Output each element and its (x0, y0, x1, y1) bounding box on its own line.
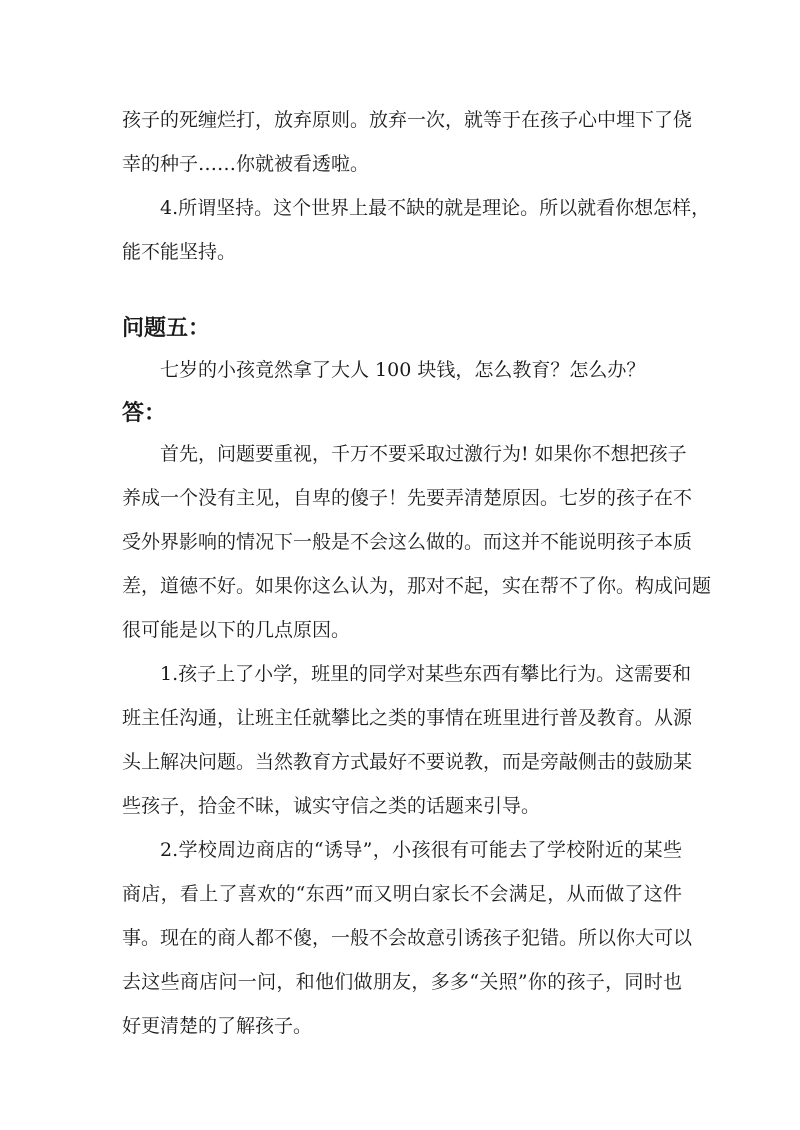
answer-line-5: 很可能是以下的几点原因。 (122, 619, 351, 641)
answer-line-1: 首先，问题要重视，千万不要采取过激行为! 如果你不想把孩子 (160, 443, 687, 465)
question-heading: 问题五： (122, 316, 211, 341)
point1-line-4: 些孩子，拾金不昧，诚实守信之类的话题来引导。 (122, 795, 541, 817)
point2-line-3: 事。现在的商人都不傻，一般不会故意引诱孩子犯错。所以你大可以 (122, 927, 693, 949)
point1-line-2: 班主任沟通，让班主任就攀比之类的事情在班里进行普及教育。从源 (122, 707, 693, 729)
point1-line-1: 1.孩子上了小学，班里的同学对某些东西有攀比行为。这需要和 (160, 663, 692, 685)
point2-line-2: 商店，看上了喜欢的“东西”而又明白家长不会满足，从而做了这件 (122, 883, 682, 905)
intro-line-1: 孩子的死缠烂打，放弃原则。放弃一次，就等于在孩子心中埋下了侥 (122, 109, 693, 131)
answer-line-4: 差，道德不好。如果你这么认为，那对不起，实在帮不了你。构成问题 (122, 575, 712, 597)
answer-line-2: 养成一个没有主见，自卑的傻子！先要弄清楚原因。七岁的孩子在不 (122, 487, 693, 509)
point4-line-2: 能不能坚持。 (122, 241, 237, 263)
point2-line-5: 好更清楚的了解孩子。 (122, 1015, 313, 1037)
point4-line-1: 4.所谓坚持。这个世界上最不缺的就是理论。所以就看你想怎样， (160, 197, 711, 219)
answer-line-3: 受外界影响的情况下一般是不会这么做的。而这并不能说明孩子本质 (122, 531, 693, 553)
point2-line-4: 去这些商店问一问，和他们做朋友，多多“关照”你的孩子，同时也 (122, 971, 682, 993)
question-text: 七岁的小孩竟然拿了大人 100 块钱，怎么教育？怎么办？ (160, 359, 646, 381)
intro-line-2: 幸的种子……你就被看透啦。 (122, 153, 370, 175)
answer-heading: 答： (122, 401, 167, 426)
point2-line-1: 2.学校周边商店的“诱导”，小孩很有可能去了学校附近的某些 (160, 839, 682, 861)
point1-line-3: 头上解决问题。当然教育方式最好不要说教，而是旁敲侧击的鼓励某 (122, 751, 693, 773)
